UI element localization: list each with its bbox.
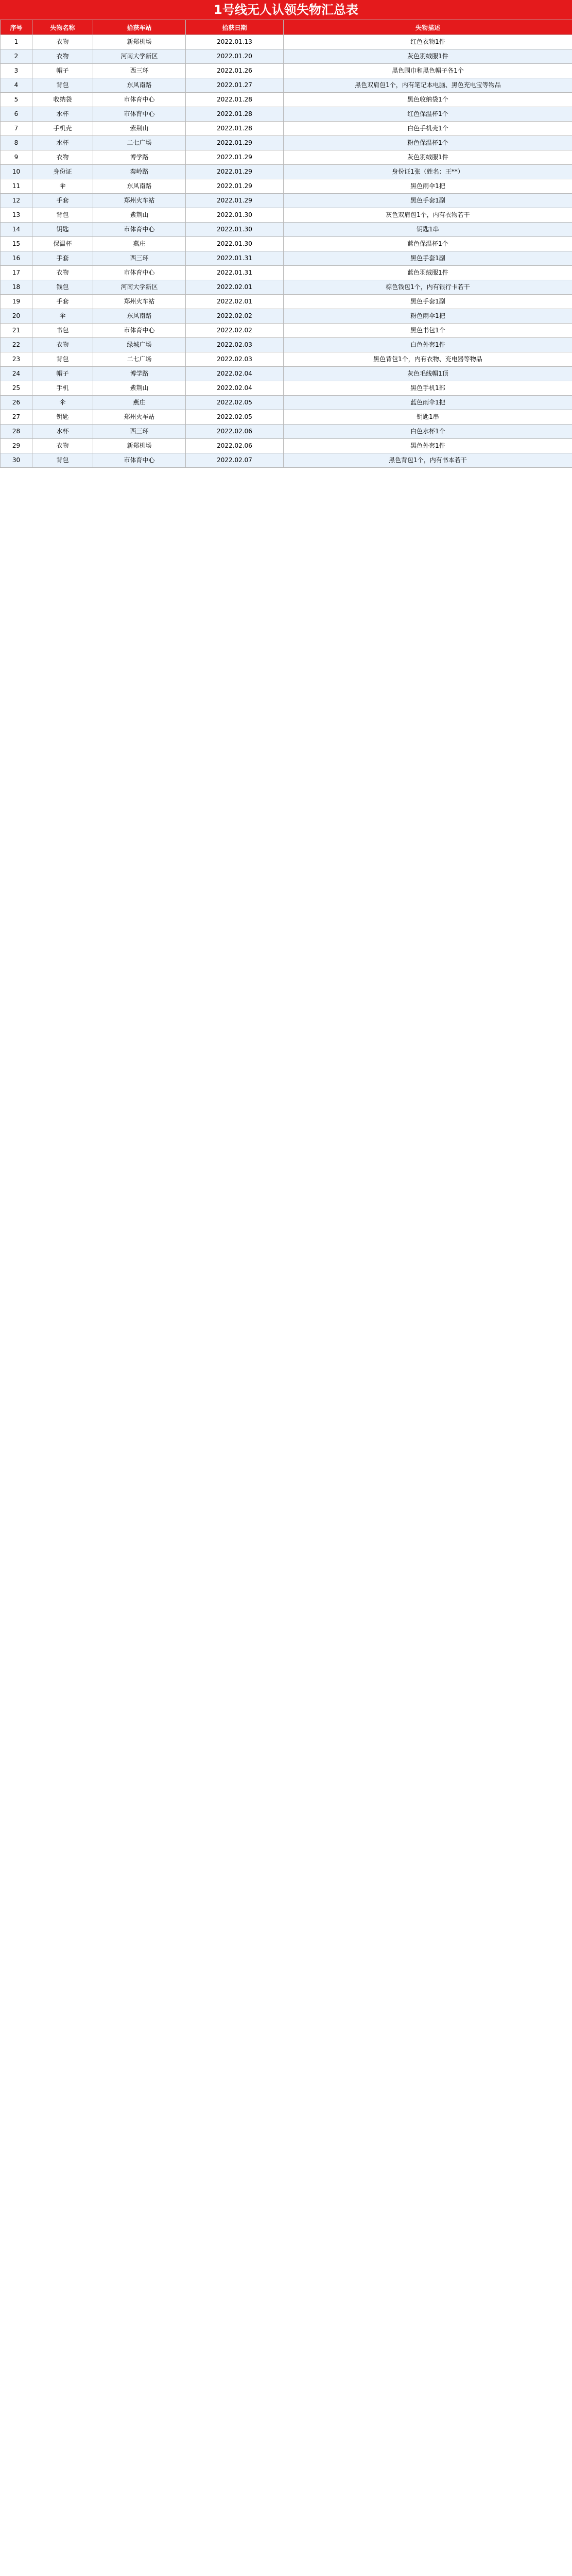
table-row: [1, 439, 572, 453]
table-row: [1, 49, 572, 64]
cell-description: 灰色羽绒服1件: [284, 150, 572, 165]
cell-item: 背包: [32, 208, 93, 223]
cell-index: 30: [1, 453, 32, 468]
cell-index: 7: [1, 122, 32, 136]
cell-description: 黑色手套1副: [284, 251, 572, 266]
table-row: [1, 136, 572, 150]
lost-items-table: [0, 20, 572, 468]
cell-item: 衣物: [32, 266, 93, 280]
cell-item: 伞: [32, 179, 93, 194]
cell-item: 钥匙: [32, 410, 93, 425]
cell-date: 2022.01.28: [186, 93, 284, 107]
cell-date: 2022.01.29: [186, 165, 284, 179]
cell-station: 新郑机场: [93, 439, 186, 453]
cell-description: 黑色背包1个，内有衣物、充电器等物品: [284, 352, 572, 367]
cell-date: 2022.01.29: [186, 194, 284, 208]
table-row: [1, 179, 572, 194]
table-row: [1, 338, 572, 352]
cell-index: 6: [1, 107, 32, 122]
cell-date: 2022.01.28: [186, 107, 284, 122]
cell-index: 25: [1, 381, 32, 396]
cell-date: 2022.02.04: [186, 381, 284, 396]
cell-description: 黑色书包1个: [284, 324, 572, 338]
cell-date: 2022.02.05: [186, 396, 284, 410]
cell-date: 2022.01.29: [186, 179, 284, 194]
cell-index: 9: [1, 150, 32, 165]
cell-item: 伞: [32, 309, 93, 324]
cell-item: 收纳袋: [32, 93, 93, 107]
cell-station: 燕庄: [93, 396, 186, 410]
cell-date: 2022.02.07: [186, 453, 284, 468]
cell-station: 郑州火车站: [93, 194, 186, 208]
cell-index: 19: [1, 295, 32, 309]
table-row: [1, 381, 572, 396]
cell-date: 2022.01.20: [186, 49, 284, 64]
table-row: [1, 266, 572, 280]
cell-date: 2022.02.01: [186, 295, 284, 309]
table-row: [1, 280, 572, 295]
cell-index: 28: [1, 425, 32, 439]
cell-description: 黑色双肩包1个，内有笔记本电脑、黑色充电宝等物品: [284, 78, 572, 93]
cell-description: 黑色围巾和黑色帽子各1个: [284, 64, 572, 78]
cell-station: 绿城广场: [93, 338, 186, 352]
cell-description: 身份证1张（姓名：王**）: [284, 165, 572, 179]
table-row: [1, 78, 572, 93]
cell-date: 2022.01.30: [186, 223, 284, 237]
cell-description: 钥匙1串: [284, 223, 572, 237]
table-header-row: [1, 20, 572, 35]
cell-station: 郑州火车站: [93, 410, 186, 425]
cell-item: 手套: [32, 194, 93, 208]
table-row: [1, 208, 572, 223]
cell-station: 西三环: [93, 251, 186, 266]
cell-station: 新郑机场: [93, 35, 186, 49]
table-row: [1, 453, 572, 468]
cell-index: 17: [1, 266, 32, 280]
cell-index: 29: [1, 439, 32, 453]
table-row: [1, 93, 572, 107]
cell-date: 2022.02.03: [186, 338, 284, 352]
cell-description: 棕色钱包1个，内有银行卡若干: [284, 280, 572, 295]
table-row: [1, 165, 572, 179]
cell-index: 10: [1, 165, 32, 179]
cell-item: 钥匙: [32, 223, 93, 237]
cell-description: 黑色手套1副: [284, 295, 572, 309]
cell-date: 2022.02.06: [186, 439, 284, 453]
table-row: [1, 295, 572, 309]
cell-item: 钱包: [32, 280, 93, 295]
cell-description: 红色保温杯1个: [284, 107, 572, 122]
cell-description: 黑色收纳袋1个: [284, 93, 572, 107]
table-row: [1, 122, 572, 136]
cell-item: 伞: [32, 396, 93, 410]
cell-date: 2022.02.05: [186, 410, 284, 425]
cell-station: 市体育中心: [93, 93, 186, 107]
cell-index: 1: [1, 35, 32, 49]
table-row: [1, 367, 572, 381]
cell-item: 衣物: [32, 35, 93, 49]
cell-station: 博学路: [93, 367, 186, 381]
table-row: [1, 64, 572, 78]
cell-description: 灰色羽绒服1件: [284, 49, 572, 64]
cell-description: 白色水杯1个: [284, 425, 572, 439]
cell-index: 27: [1, 410, 32, 425]
cell-date: 2022.01.26: [186, 64, 284, 78]
cell-date: 2022.01.28: [186, 122, 284, 136]
cell-date: 2022.02.03: [186, 352, 284, 367]
cell-date: 2022.01.30: [186, 237, 284, 251]
cell-date: 2022.01.29: [186, 136, 284, 150]
cell-index: 13: [1, 208, 32, 223]
cell-item: 水杯: [32, 136, 93, 150]
cell-item: 手套: [32, 251, 93, 266]
cell-index: 23: [1, 352, 32, 367]
table-row: [1, 150, 572, 165]
cell-date: 2022.01.27: [186, 78, 284, 93]
table-row: [1, 194, 572, 208]
cell-index: 12: [1, 194, 32, 208]
cell-station: 博学路: [93, 150, 186, 165]
cell-date: 2022.01.31: [186, 251, 284, 266]
cell-index: 3: [1, 64, 32, 78]
column-header-date: 拾获日期: [186, 20, 284, 35]
cell-index: 8: [1, 136, 32, 150]
cell-item: 衣物: [32, 150, 93, 165]
cell-item: 手机: [32, 381, 93, 396]
cell-station: 郑州火车站: [93, 295, 186, 309]
table-row: [1, 324, 572, 338]
table-row: [1, 223, 572, 237]
table-row: [1, 425, 572, 439]
cell-item: 保温杯: [32, 237, 93, 251]
cell-station: 二七广场: [93, 136, 186, 150]
table-row: [1, 309, 572, 324]
cell-description: 黑色雨伞1把: [284, 179, 572, 194]
cell-station: 紫荆山: [93, 208, 186, 223]
cell-index: 21: [1, 324, 32, 338]
cell-station: 市体育中心: [93, 324, 186, 338]
cell-description: 黑色外套1件: [284, 439, 572, 453]
cell-station: 东风南路: [93, 78, 186, 93]
cell-index: 20: [1, 309, 32, 324]
cell-item: 帽子: [32, 64, 93, 78]
cell-station: 燕庄: [93, 237, 186, 251]
cell-date: 2022.02.06: [186, 425, 284, 439]
cell-description: 黑色手机1部: [284, 381, 572, 396]
cell-item: 水杯: [32, 425, 93, 439]
cell-date: 2022.02.02: [186, 309, 284, 324]
cell-description: 粉色雨伞1把: [284, 309, 572, 324]
table-row: [1, 352, 572, 367]
cell-item: 衣物: [32, 439, 93, 453]
cell-station: 河南大学新区: [93, 49, 186, 64]
cell-station: 秦岭路: [93, 165, 186, 179]
cell-date: 2022.01.31: [186, 266, 284, 280]
table-row: [1, 35, 572, 49]
cell-description: 灰色毛线帽1顶: [284, 367, 572, 381]
cell-description: 蓝色羽绒服1件: [284, 266, 572, 280]
cell-station: 市体育中心: [93, 266, 186, 280]
cell-item: 书包: [32, 324, 93, 338]
cell-station: 市体育中心: [93, 107, 186, 122]
cell-date: 2022.01.29: [186, 150, 284, 165]
cell-item: 背包: [32, 78, 93, 93]
cell-index: 26: [1, 396, 32, 410]
column-header-description: 失物描述: [284, 20, 572, 35]
cell-description: 灰色双肩包1个，内有衣物若干: [284, 208, 572, 223]
table-row: [1, 396, 572, 410]
table-body: [1, 35, 572, 468]
cell-index: 15: [1, 237, 32, 251]
cell-station: 市体育中心: [93, 223, 186, 237]
cell-item: 身份证: [32, 165, 93, 179]
cell-index: 24: [1, 367, 32, 381]
cell-index: 11: [1, 179, 32, 194]
cell-index: 2: [1, 49, 32, 64]
cell-item: 衣物: [32, 49, 93, 64]
cell-index: 4: [1, 78, 32, 93]
cell-item: 帽子: [32, 367, 93, 381]
cell-station: 紫荆山: [93, 381, 186, 396]
cell-date: 2022.02.04: [186, 367, 284, 381]
cell-item: 水杯: [32, 107, 93, 122]
cell-description: 蓝色保温杯1个: [284, 237, 572, 251]
table-row: [1, 251, 572, 266]
cell-date: 2022.02.01: [186, 280, 284, 295]
column-header-index: 序号: [1, 20, 32, 35]
cell-index: 22: [1, 338, 32, 352]
cell-description: 蓝色雨伞1把: [284, 396, 572, 410]
table-row: [1, 237, 572, 251]
cell-date: 2022.01.30: [186, 208, 284, 223]
cell-item: 背包: [32, 453, 93, 468]
cell-description: 黑色手套1副: [284, 194, 572, 208]
cell-station: 东风南路: [93, 309, 186, 324]
cell-description: 红色衣物1件: [284, 35, 572, 49]
cell-station: 东风南路: [93, 179, 186, 194]
page-title: 1号线无人认领失物汇总表: [0, 0, 572, 20]
column-header-station: 拾获车站: [93, 20, 186, 35]
cell-description: 白色手机壳1个: [284, 122, 572, 136]
cell-index: 14: [1, 223, 32, 237]
cell-description: 粉色保温杯1个: [284, 136, 572, 150]
cell-description: 白色外套1件: [284, 338, 572, 352]
cell-description: 钥匙1串: [284, 410, 572, 425]
table-row: [1, 410, 572, 425]
cell-station: 二七广场: [93, 352, 186, 367]
cell-station: 西三环: [93, 64, 186, 78]
cell-item: 手机壳: [32, 122, 93, 136]
cell-item: 手套: [32, 295, 93, 309]
cell-description: 黑色背包1个，内有书本若干: [284, 453, 572, 468]
cell-station: 西三环: [93, 425, 186, 439]
cell-index: 18: [1, 280, 32, 295]
cell-date: 2022.01.13: [186, 35, 284, 49]
table-row: [1, 107, 572, 122]
column-header-item: 失物名称: [32, 20, 93, 35]
cell-index: 5: [1, 93, 32, 107]
cell-date: 2022.02.02: [186, 324, 284, 338]
cell-station: 市体育中心: [93, 453, 186, 468]
cell-index: 16: [1, 251, 32, 266]
cell-station: 河南大学新区: [93, 280, 186, 295]
cell-item: 背包: [32, 352, 93, 367]
cell-station: 紫荆山: [93, 122, 186, 136]
cell-item: 衣物: [32, 338, 93, 352]
